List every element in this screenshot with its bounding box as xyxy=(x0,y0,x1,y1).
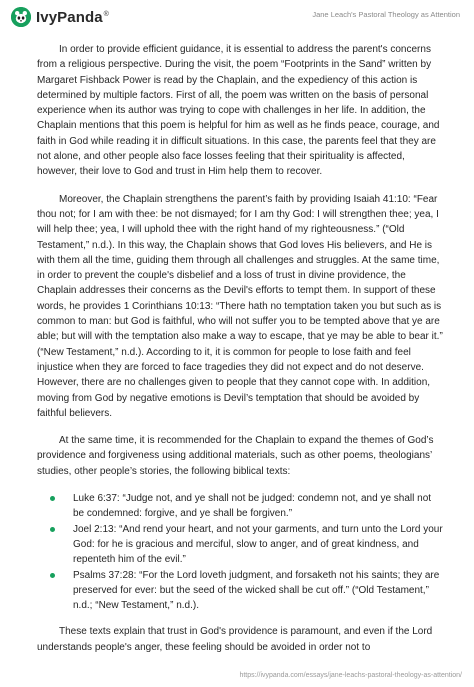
document-title: Jane Leach's Pastoral Theology as Attention xyxy=(312,10,460,19)
scripture-list xyxy=(37,491,443,613)
logo-name: IvyPanda xyxy=(36,8,103,26)
bullet-icon xyxy=(50,573,55,578)
essay-body xyxy=(37,42,443,667)
registered-mark: ® xyxy=(103,10,109,18)
list-item xyxy=(37,568,443,614)
panda-icon xyxy=(11,7,31,27)
ivypanda-logo[interactable] xyxy=(11,7,109,27)
logo-text xyxy=(36,9,109,26)
list-item-text: Psalms 37:28: “For the Lord loveth judgment, and forsaketh not his saints; they are preserved for ever: but the seed of the wicked shall be cut off.” (“Old Testament,” n.d.; “New Testament,” n.d.). xyxy=(73,569,440,612)
list-item xyxy=(37,491,443,522)
bullet-icon xyxy=(50,496,55,501)
paragraph-4: These texts explain that trust in God's providence is paramount, and even if the Lord understands people's anger, these feeling should be avoided in order not to xyxy=(37,626,433,653)
paragraph-1: In order to provide efficient guidance, it is essential to address the parent's concerns from a religious perspective. During the visit, the poem “Footprints in the Sand” written by Margaret Fishback Power is read by the Chaplain, and the expediency of this action is determined by multiple factors. First of all, the poem was written on the basis of personal experience when its author was trying to cope with challenges in her life. In addition, the Chaplain mentions that this poem is helpful for him as well as he finds peace, courage, and faith in God while reading it in difficult situations. In this case, the parents feel that they are not alone, and other people also face losses feeling that their spirituality is affected, however, their love to God and trust in Him help them to recover. xyxy=(37,44,440,178)
list-item-text: Luke 6:37: “Judge not, and ye shall not be judged: condemn not, and ye shall not be condemned: forgive, and ye shall be forgiven.” xyxy=(73,493,432,520)
list-item xyxy=(37,522,443,568)
source-url[interactable]: https://ivypanda.com/essays/jane-leachs-pastoral-theology-as-attention/ xyxy=(239,672,462,679)
paragraph-2: Moreover, the Chaplain strengthens the parent’s faith by providing Isaiah 41:10: “Fear thou not; for I am with thee: be not dismayed; for I am thy God: I will strengthen thee; yea, I will help thee; yea, I will uphold thee with the right hand of my righteousness.” (“Old Testament,” n.d.). In this way, the Chaplain shows that God loves His believers, and He is with them all the time, guiding them through all challenges and struggles. At the same time, in order to prevent the couple's disbelief and a loss of trust in divine providence, the Chaplain addresses their concerns as the Devil's efforts to tempt them. In support of these words, he provides 1 Corinthians 10:13: “There hath no temptation taken you but such as is common to man: but God is faithful, who will not suffer you to be tempted above that ye are able; but will with the temptation also make a way to escape, that ye may be able to bear it.” (“New Testament,” n.d.). According to it, it is common for people to lose faith and feel injustice when they are forced to face tragedies they did not expect and do not deserve. However, there are no challenges given to people that they cannot cope with. In addition, moving from God by negative emotions is Devil’s temptation that should be avoided by faithful believers. xyxy=(37,193,443,419)
page-header xyxy=(0,0,474,34)
bullet-icon xyxy=(50,527,55,532)
list-item-text: Joel 2:13: “And rend your heart, and not your garments, and turn unto the Lord your God: for he is gracious and merciful, slow to anger, and of great kindness, and repenteth him of the evil.” xyxy=(73,523,443,566)
paragraph-3: At the same time, it is recommended for the Chaplain to expand the themes of God’s providence and forgiveness using additional materials, such as other poems, theologians’ studies, other people’s stories, the following biblical texts: xyxy=(37,435,434,477)
